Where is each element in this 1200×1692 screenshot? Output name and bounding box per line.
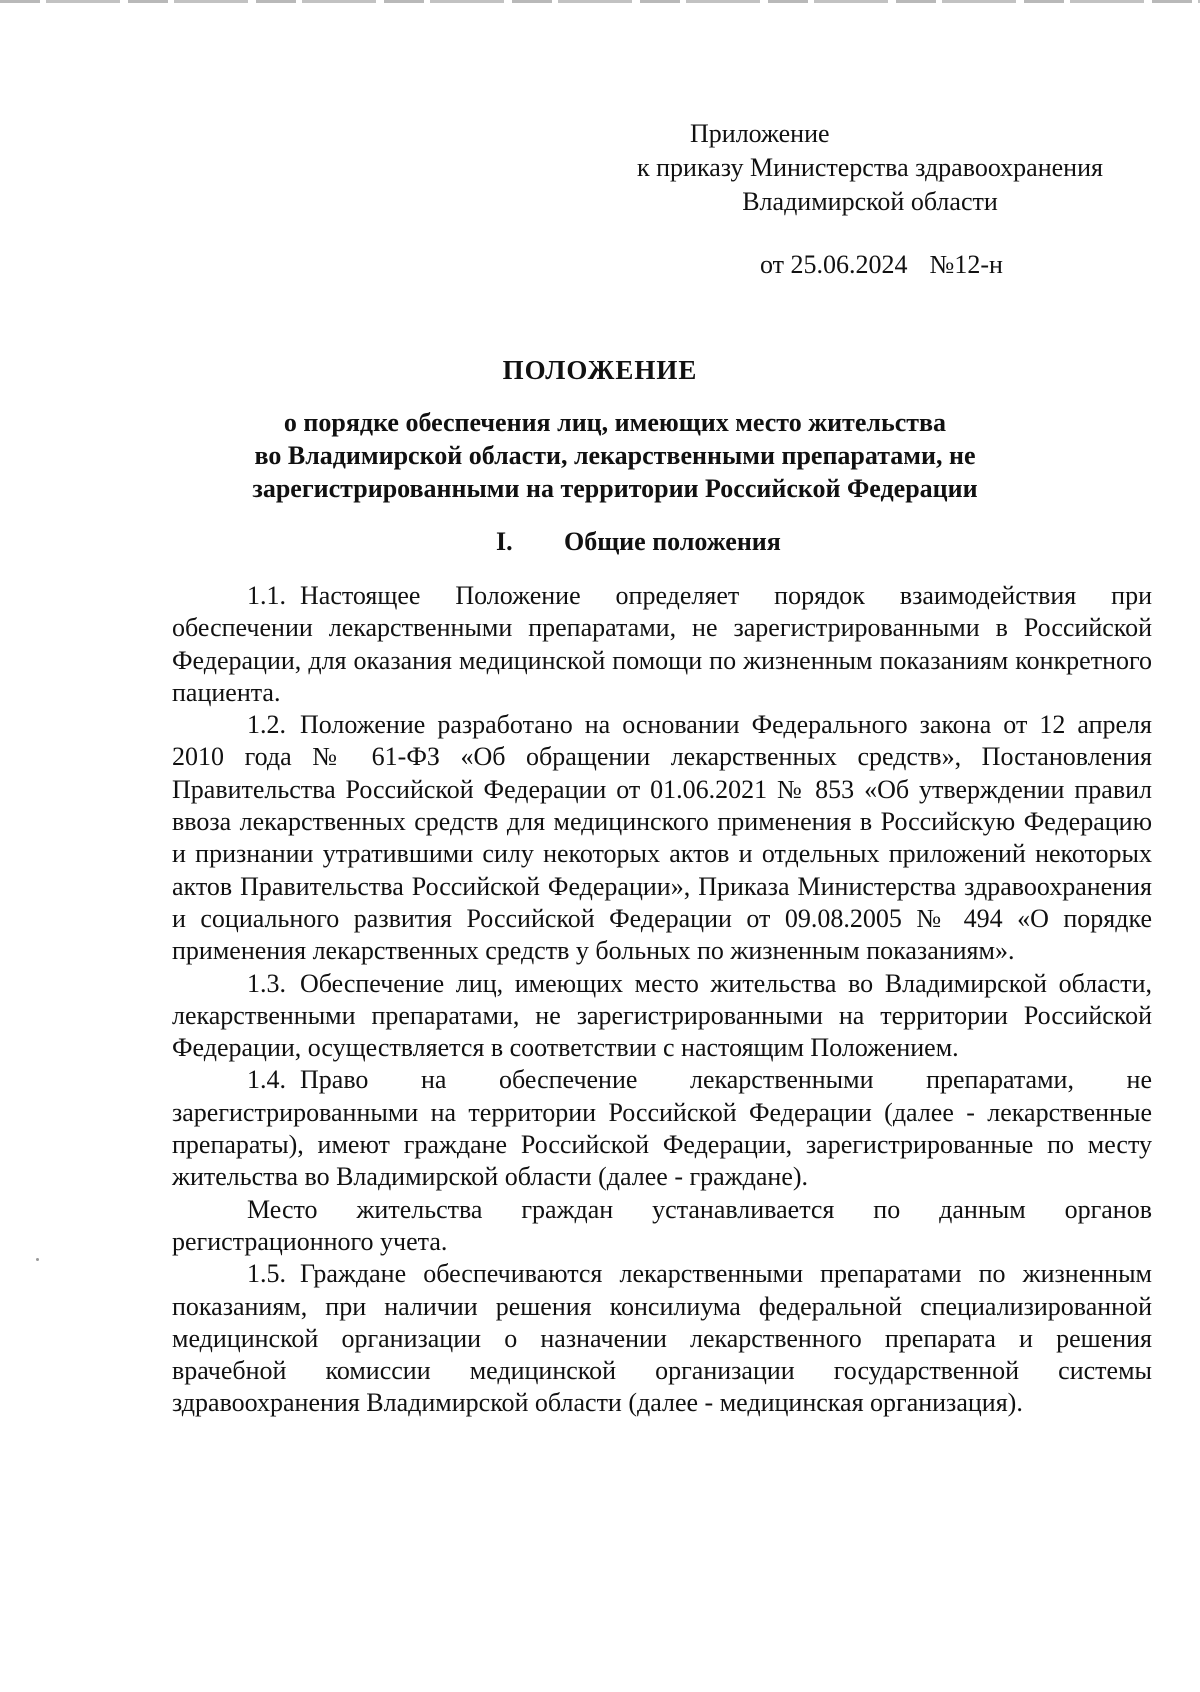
subtitle-line-2: во Владимирской области, лекарственными препаратами, не <box>254 441 976 470</box>
paragraph-number: 1.1. <box>247 581 286 610</box>
paragraph-number: 1.3. <box>247 968 286 998</box>
section-heading <box>496 527 781 557</box>
paragraph-number: 1.5. <box>247 1259 286 1289</box>
paragraph-residence <box>172 1194 1152 1259</box>
appendix-header <box>580 117 1160 219</box>
document-body <box>172 580 1152 1420</box>
scan-edge-artifact <box>0 0 1200 3</box>
paragraph-1-2 <box>172 709 1152 967</box>
order-number: №12-н <box>929 250 1003 279</box>
section-title: Общие положения <box>564 527 781 556</box>
paragraph-1-3 <box>172 968 1152 1065</box>
subtitle-line-3: зарегистрированными на территории Российской Федерации <box>252 474 978 503</box>
paragraph-1-5 <box>172 1258 1152 1419</box>
paragraph-text: Право на обеспечение лекарственными препаратами, не зарегистрированными на территории Российской Федерации (далее - лекарственные препараты), имеют граждане Российской Федерации, зарегистрированные по месту жительства во Владимирской области (далее - граждане). <box>172 1065 1152 1192</box>
document-title: ПОЛОЖЕНИЕ <box>502 355 698 385</box>
paragraph-text: Обеспечение лиц, имеющих место жительства во Владимирской области, лекарственными препаратами, не зарегистрированными на территории Российской Федерации, осуществляется в соответствии с настоящим Положением. <box>172 968 1152 1063</box>
appendix-region-line: Владимирской области <box>742 187 998 216</box>
appendix-label: Приложение <box>690 119 830 148</box>
document-subtitle <box>200 406 1030 505</box>
scan-dot-artifact <box>36 1258 39 1261</box>
subtitle-line-1: о порядке обеспечения лиц, имеющих место жительства <box>283 408 947 437</box>
paragraph-text: Место жительства граждан устанавливается по данным органов регистрационного учета. <box>172 1194 1152 1256</box>
paragraph-text: Настоящее Положение определяет порядок взаимодействия при обеспечении лекарственными препаратами, не зарегистрированными в Российской Федерации, для оказания медицинской помощи по жизненным показаниям конкретного пациента. <box>172 581 1152 707</box>
paragraph-number: 1.2. <box>247 710 286 740</box>
order-date: от 25.06.2024 <box>760 250 908 279</box>
section-number: I. <box>496 527 513 556</box>
paragraph-text: Граждане обеспечиваются лекарственными препаратами по жизненным показаниям, при наличии решения консилиума федеральной специализированной медицинской организации о назначении лекарственного препарата и решения врачебной комиссии медицинской организации государственной системы здравоохранения Владимирской области (далее - медицинская организация). <box>172 1259 1152 1418</box>
paragraph-number: 1.4. <box>247 1065 286 1095</box>
paragraph-text: Положение разработано на основании Федерального закона от 12 апреля 2010 года № 61-ФЗ «Об обращении лекарственных средств», Постановления Правительства Российской Федерации от 01.06.2021 № 853 «Об утверждении правил ввоза лекарственных средств для медицинского применения в Российскую Федерацию и признании утратившими силу некоторых актов и отдельных приложений некоторых актов Правительства Российской Федерации», Приказа Министерства здравоохранения и социального развития Российской Федерации от 09.08.2005 № 494 «О порядке применения лекарственных средств у больных по жизненным показаниям». <box>172 710 1152 966</box>
paragraph-1-4 <box>172 1064 1152 1193</box>
paragraph-1-1 <box>172 580 1152 709</box>
order-reference <box>760 248 1003 282</box>
appendix-order-line: к приказу Министерства здравоохранения <box>637 153 1103 182</box>
